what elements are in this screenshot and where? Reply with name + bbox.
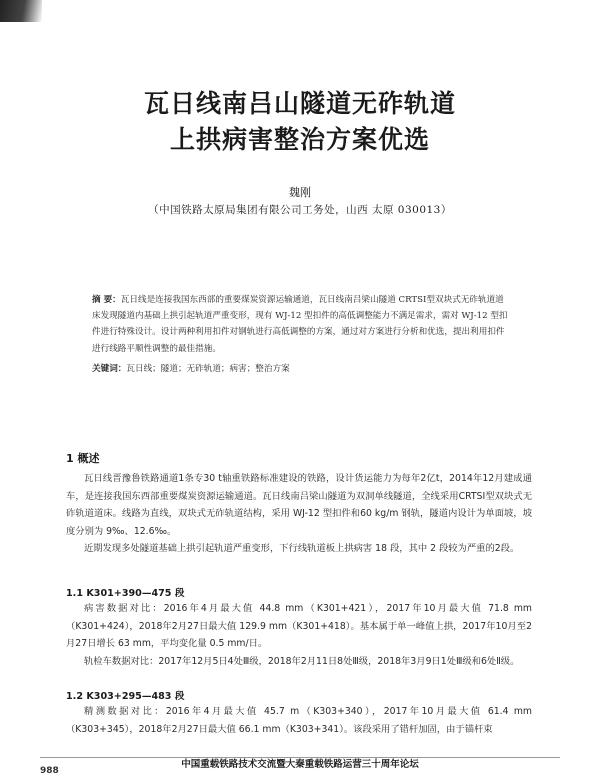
paragraph: 轨检车数据对比：2017年12月5日4处Ⅲ级，2018年2月11日8处Ⅲ级，2018年3月9日1处Ⅲ级和6处Ⅱ级。 — [84, 655, 520, 667]
section-heading-overview: 1 概述 — [66, 452, 100, 465]
subsection2-body — [66, 703, 532, 738]
abstract-label: 摘 要： — [92, 295, 121, 305]
keywords-label: 关键词： — [92, 364, 127, 374]
paper-title-line-2: 上拱病害整治方案优选 — [169, 125, 430, 154]
scan-corner-mark — [0, 0, 42, 22]
keywords-text: 瓦日线；隧道；无砟轨道；病害；整治方案 — [126, 364, 290, 374]
page-number: 988 — [40, 766, 59, 776]
abstract-text: 瓦日线是连接我国东西部的重要煤炭资源运输通道，瓦日线南吕梁山隧道 CRTSⅠ型双块式无砟轨道道床发现隧道内基础上拱引起轨道严重变形，现有 WJ-12 型扣件的高低调整能力不满足需求，需对 WJ-12 型扣件进行特殊设计。设计两种利用扣件对钢轨进行高低调整的方案，通过对方案进行分析和优选，提出利用扣件进行线路平顺性调整的最佳措施。 — [92, 295, 508, 354]
subsection-heading-1-1: 1.1 K301+390—475 段 — [66, 588, 185, 599]
author-name: 魏刚 — [289, 186, 311, 199]
paragraph: 近期发现多处隧道基础上拱引起轨道严重变形，下行线轨道板上拱病害 18 段，其中 2 段较为严重的2段。 — [84, 543, 520, 555]
paper-title-line-1: 瓦日线南吕山隧道无砟轨道 — [143, 89, 456, 118]
paragraph: 精测数据对比：2016年4月最大值 45.7 m（K303+340），2017年10月最大值 61.4 mm（K303+345），2018年2月27日最大值 66.1 mm（K303+341）。该段采用了错杆加固，由于锚杆束 — [66, 706, 532, 735]
subsection1-body — [66, 600, 532, 670]
section1-body — [66, 470, 532, 558]
paragraph: 病害数据对比：2016年4月最大值 44.8 mm（K301+421），2017年10月最大值 71.8 mm（K301+424），2018年2月27日最大值 129.9 mm（K301+418）。基本属于单一峰值上拱，2017年10月至2月27日增长 63 mm，平均变化量 0.5 mm/日。 — [66, 603, 532, 650]
conference-footer: 中国重载铁路技术交流暨大秦重载铁路运营三十周年论坛 — [181, 759, 419, 770]
subsection-heading-1-2: 1.2 K303+295—483 段 — [66, 691, 185, 702]
paragraph: 瓦日线晋豫鲁铁路通道1条专30 t轴重铁路标准建设的铁路，设计货运能力为每年2亿t，2014年12月建成通车，是连接我国东西部重要煤炭资源运输通道。瓦日线南吕梁山隧道为双洞单线隧道，全线采用CRTSⅠ型双块式无砟轨道道床。线路为直线，双块式无砟轨道结构，采用 WJ-12 型扣件和60 kg/m 钢轨，隧道内设计为单面坡，坡度分别为 9‰、12.6‰。 — [66, 473, 532, 537]
keywords — [92, 362, 512, 374]
author-affiliation: （中国铁路太原局集团有限公司工务处，山西 太原 030013） — [148, 204, 452, 216]
abstract — [92, 292, 512, 357]
